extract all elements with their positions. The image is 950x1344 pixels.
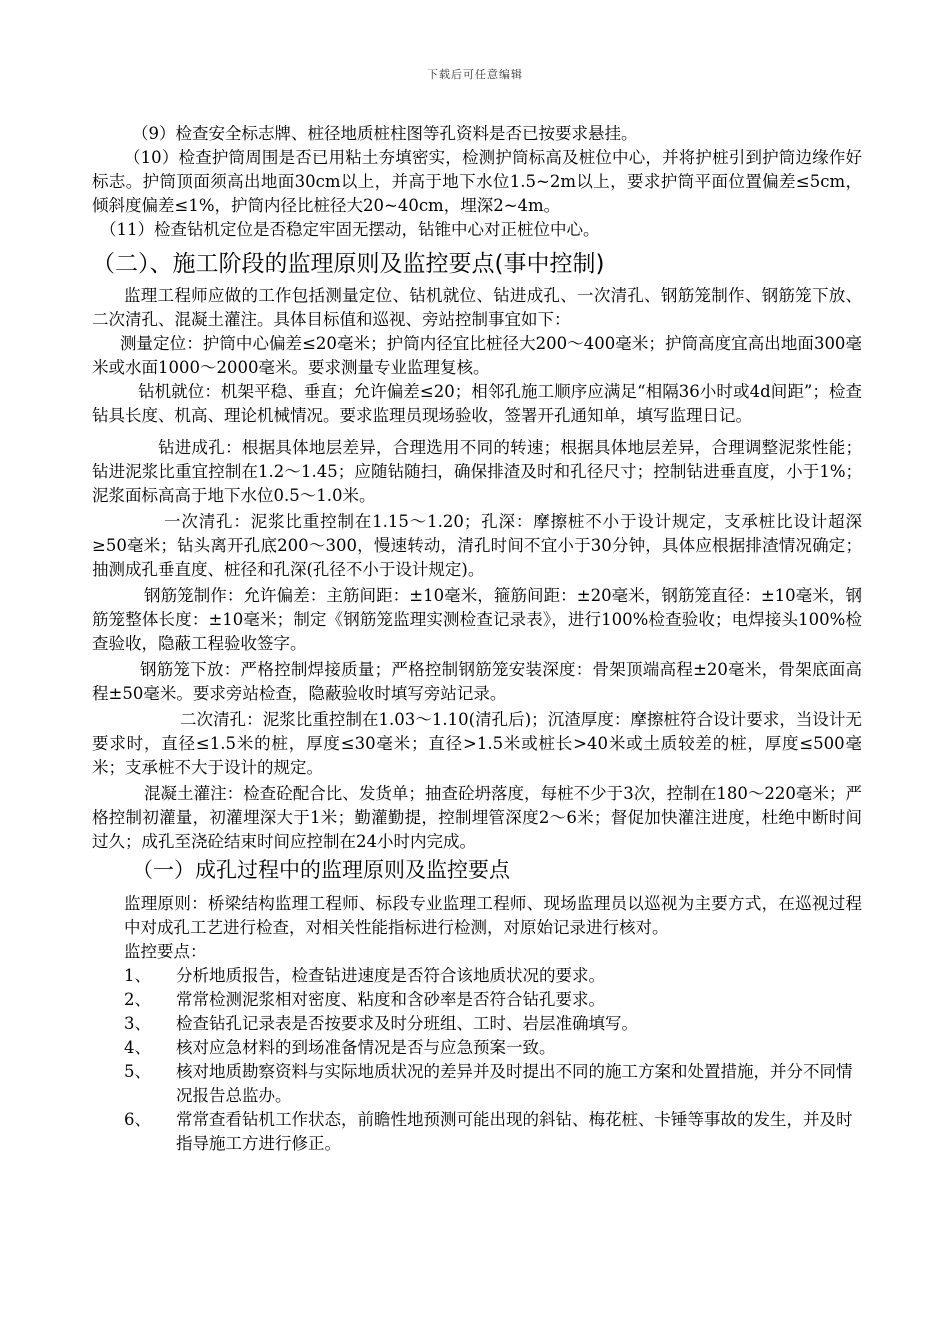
list-item: [92, 988, 862, 1012]
list-item: [92, 1108, 862, 1156]
list-item: [92, 964, 862, 988]
list-item-text: 分析地质报告，检查钻进速度是否符合该地质状况的要求。: [176, 966, 605, 985]
list-item-text: 检查钻孔记录表是否按要求及时分班组、工时、岩层准确填写。: [176, 1014, 638, 1033]
list-item-number: 4、: [124, 1038, 151, 1057]
section-1-principle: 监理原则：桥梁结构监理工程师、标段专业监理工程师、现场监理员以巡视为主要方式，在巡视过程中对成孔工艺进行检查，对相关性能指标进行检测，对原始记录进行核对。: [124, 894, 862, 937]
list-item-number: 2、: [124, 990, 151, 1009]
list-item-text: 常常检测泥浆相对密度、粘度和含砂率是否符合钻孔要求。: [176, 990, 605, 1009]
list-item-text: 常常查看钻机工作状态，前瞻性地预测可能出现的斜钻、梅花桩、卡锤等事故的发生，并及时指导施工方进行修正。: [176, 1110, 853, 1153]
monitoring-points-list: [92, 964, 862, 1156]
section-2-item-survey: 测量定位：护筒中心偏差≤20毫米；护筒内径宜比桩径大200～400毫米；护筒高度宜高出地面300毫米或水面1000～2000毫米。要求测量专业监理复核。: [92, 334, 862, 377]
section-2-item-cage-making: 钢筋笼制作：允许偏差：主筋间距：±10毫米，箍筋间距：±20毫米，钢筋笼直径：±10毫米，钢筋笼整体长度：±10毫米；制定《钢筋笼监理实测检查记录表》，进行100%检查验收；电焊接头100%检查验收，隐蔽工程验收签字。: [92, 586, 862, 653]
list-item: [92, 1036, 862, 1060]
list-item-number: 6、: [124, 1110, 151, 1129]
list-item-text: 核对地质勘察资料与实际地质状况的差异并及时提出不同的施工方案和处置措施，并分不同情况报告总监办。: [176, 1062, 853, 1105]
pre-item-10: （10）检查护筒周围是否已用粘土夯填密实，检测护筒标高及桩位中心，并将护桩引到护筒边缘作好标志。护筒顶面须高出地面30cm以上，并高于地下水位1.5~2m以上，要求护筒平面位置偏差≤5cm，倾斜度偏差≤1%，护筒内径比桩径大20~40cm，埋深2~4m。: [92, 148, 862, 215]
section-2-item-concrete: 混凝土灌注：检查砼配合比、发货单；抽查砼坍落度，每桩不少于3次，控制在180～220毫米；严格控制初灌量，初灌埋深大于1米；勤灌勤提，控制埋管深度2～6米；督促加快灌注进度，杜绝中断时间过久；成孔至浇砼结束时间应控制在24小时内完成。: [92, 784, 862, 851]
pre-item-11: （11）检查钻机定位是否稳定牢固无摆动，钻锥中心对正桩位中心。: [100, 220, 600, 239]
section-2-title: （二）、施工阶段的监理原则及监控要点(事中控制): [92, 251, 605, 277]
section-2-item-drilling: 钻进成孔：根据具体地层差异，合理选用不同的转速；根据具体地层差异，合理调整泥浆性能；钻进泥浆比重宜控制在1.2～1.45；应随钻随扫，确保排渣及时和孔径尺寸；控制钻进垂直度，小于1%；泥浆面标高高于地下水位0.5～1.0米。: [92, 438, 862, 505]
section-2-item-second-cleaning: 二次清孔：泥浆比重控制在1.03～1.10(清孔后)；沉渣厚度：摩擦桩符合设计要求，当设计无要求时，直径≤1.5米的桩，厚度≤30毫米；直径>1.5米或桩长>40米或土质较差的桩，厚度≤500毫米；支承桩不大于设计的规定。: [92, 710, 862, 777]
page-header: 下载后可任意编辑: [427, 68, 523, 81]
page-content: [92, 122, 862, 1156]
section-1-points-label: 监控要点：: [124, 942, 207, 961]
list-item-number: 3、: [124, 1014, 151, 1033]
pre-item-9: （9）检查安全标志牌、桩径地质桩柱图等孔资料是否已按要求悬挂。: [132, 124, 638, 143]
list-item: [92, 1012, 862, 1036]
list-item: [92, 1060, 862, 1108]
section-2-intro: 监理工程师应做的工作包括测量定位、钻机就位、钻进成孔、一次清孔、钢筋笼制作、钢筋笼下放、二次清孔、混凝土灌注。具体目标值和巡视、旁站控制事宜如下：: [92, 286, 862, 329]
list-item-number: 1、: [124, 966, 151, 985]
section-2-item-first-cleaning: 一次清孔：泥浆比重控制在1.15～1.20；孔深：摩擦桩不小于设计规定，支承桩比设计超深≥50毫米；钻头离开孔底200～300，慢速转动，清孔时间不宜小于30分钟，具体应根据排渣情况确定；抽测成孔垂直度、桩径和孔深(孔径不小于设计规定)。: [92, 512, 862, 579]
list-item-text: 核对应急材料的到场准备情况是否与应急预案一致。: [176, 1038, 556, 1057]
list-item-number: 5、: [124, 1062, 151, 1081]
section-2-item-cage-lowering: 钢筋笼下放：严格控制焊接质量；严格控制钢筋笼安装深度：骨架顶端高程±20毫米，骨架底面高程±50毫米。要求旁站检查，隐蔽验收时填写旁站记录。: [92, 660, 862, 703]
section-2-item-rig: 钻机就位：机架平稳、垂直；允许偏差≤20；相邻孔施工顺序应满足“相隔36小时或4d间距”；检查钻具长度、机高、理论机械情况。要求监理员现场验收，签署开孔通知单，填写监理日记。: [92, 382, 862, 425]
section-1-title: （一）成孔过程中的监理原则及监控要点: [132, 858, 510, 882]
